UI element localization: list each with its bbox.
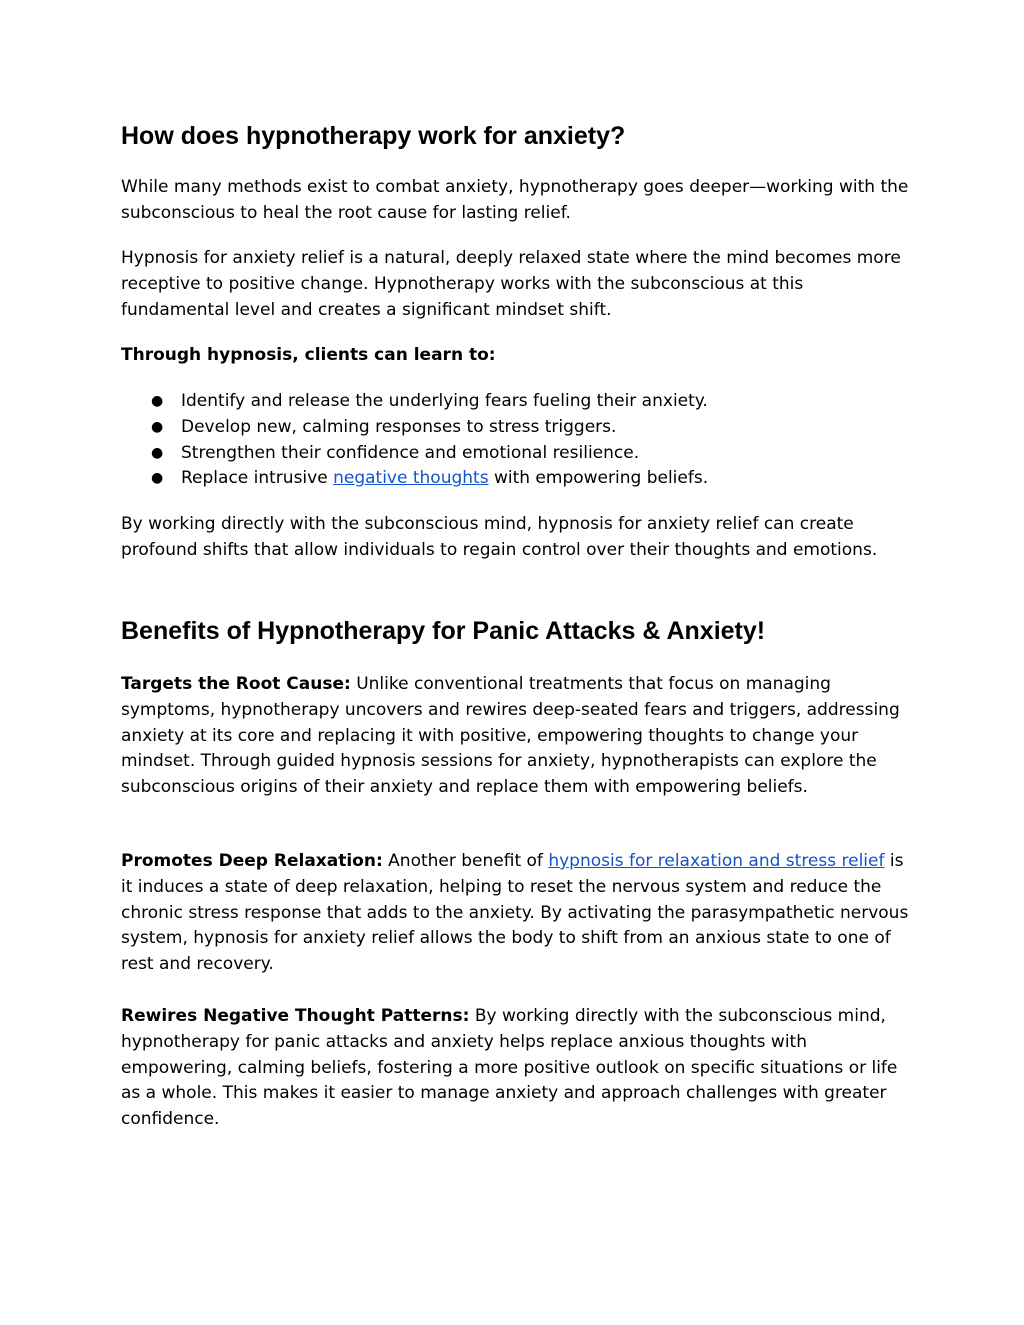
bullet-icon: ● (151, 393, 164, 409)
conclusion-paragraph: By working directly with the subconscious mind, hypnosis for anxiety relief can create profound shifts that allow individuals to regain control over their thoughts and emotions. (121, 514, 878, 560)
list-item (121, 441, 911, 467)
list-item (121, 466, 911, 492)
list-item (121, 389, 911, 415)
negative-thoughts-link[interactable]: negative thoughts (333, 468, 489, 489)
bullet-icon: ● (151, 470, 164, 487)
list-item-text: Strengthen their confidence and emotional resilience. (181, 442, 640, 463)
intro-paragraph: While many methods exist to combat anxiety, hypnotherapy goes deeper—working with the subconscious to heal the root cause for lasting relief. (121, 177, 909, 223)
benefit-deep-relaxation (121, 849, 911, 978)
bullet-icon: ● (151, 418, 164, 435)
bullet-icon: ● (151, 444, 164, 461)
list-item (121, 415, 911, 441)
list-item-text-after: with empowering beliefs. (488, 468, 709, 489)
definition-paragraph: Hypnosis for anxiety relief is a natural, deeply relaxed state where the mind becomes more receptive to positive change. Hypnotherapy works with the subconscious at this fundamental level and creates a significant mindset shift. (121, 248, 901, 320)
benefit-text: Unlike conventional treatments that focus on managing symptoms, hypnotherapy uncovers and rewires deep-seated fears and triggers, addressing anxiety at its core and replacing it with positive, empowering thoughts to change your mindset. Through guided hypnosis sessions for anxiety, hypnotherapists can explore the subconscious origins of their anxiety and replace them with empowering beliefs. (121, 674, 900, 798)
benefit-root-cause (121, 672, 911, 801)
section-heading-how-it-works: How does hypnotherapy work for anxiety? (121, 122, 626, 150)
benefits-list (121, 389, 911, 492)
section-heading-benefits: Benefits of Hypnotherapy for Panic Attacks & Anxiety! (121, 617, 766, 645)
benefit-text-before: Another benefit of (382, 851, 549, 871)
benefit-label: Rewires Negative Thought Patterns: (121, 1006, 470, 1026)
benefit-rewires-thoughts (121, 1004, 911, 1133)
list-intro: Through hypnosis, clients can learn to: (121, 345, 496, 365)
benefit-label: Promotes Deep Relaxation: (121, 851, 383, 871)
benefit-label: Targets the Root Cause: (121, 674, 351, 694)
benefit-text-after: is it induces a state of deep relaxation, helping to reset the nervous system and reduce the chronic stress response that adds to the anxiety. By activating the parasympathetic nervous system, hypnosis for anxiety relief allows the body to shift from an anxious state to one of rest and recovery. (121, 851, 909, 975)
benefit-text: By working directly with the subconscious mind, hypnotherapy for panic attacks and anxiety helps replace anxious thoughts with empowering, calming beliefs, fostering a more positive outlook on specific situations or life as a whole. This makes it easier to manage anxiety and approach challenges with greater confidence. (121, 1006, 898, 1130)
list-item-text: Identify and release the underlying fears fueling their anxiety. (181, 391, 708, 411)
list-item-text: Develop new, calming responses to stress triggers. (181, 416, 617, 437)
list-item-text-before: Replace intrusive (181, 468, 334, 489)
relaxation-stress-relief-link[interactable]: hypnosis for relaxation and stress relief (548, 851, 885, 871)
